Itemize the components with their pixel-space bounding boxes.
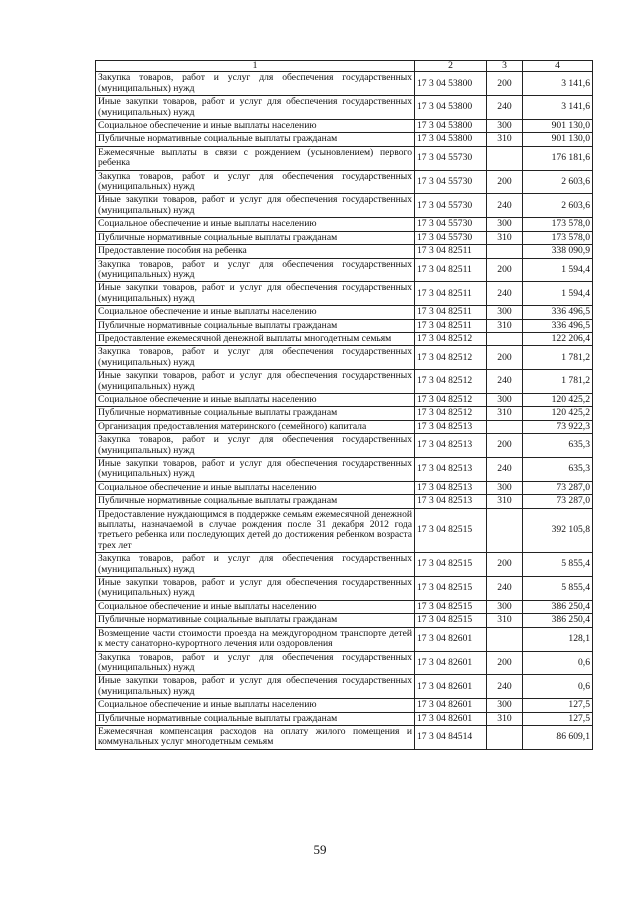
table-row: [96, 407, 593, 420]
table-row: [96, 218, 593, 231]
table-row: [96, 420, 593, 433]
row-amount-cell: 5 855,4: [523, 553, 593, 577]
row-code-cell: 17 3 04 82513: [415, 481, 487, 494]
table-row: [96, 282, 593, 306]
row-name-cell: Закупка товаров, работ и услуг для обеспечения государственных (муниципальных) нужд: [96, 553, 415, 577]
row-expense-type-cell: [487, 725, 523, 749]
table-row: [96, 699, 593, 712]
row-code-cell: 17 3 04 55730: [415, 170, 487, 194]
row-name-cell: Публичные нормативные социальные выплаты гражданам: [96, 319, 415, 332]
row-amount-cell: 5 855,4: [523, 577, 593, 601]
table-row: [96, 231, 593, 244]
table-row: [96, 508, 593, 553]
table-row: [96, 627, 593, 651]
table-row: [96, 319, 593, 332]
budget-page: [95, 60, 592, 750]
row-code-cell: 17 3 04 82601: [415, 712, 487, 725]
row-amount-cell: 1 781,2: [523, 346, 593, 370]
table-row: [96, 458, 593, 482]
row-expense-type-cell: 240: [487, 675, 523, 699]
row-name-cell: Социальное обеспечение и иные выплаты населению: [96, 393, 415, 406]
row-amount-cell: 1 594,4: [523, 258, 593, 282]
row-amount-cell: 2 603,6: [523, 194, 593, 218]
row-expense-type-cell: 200: [487, 553, 523, 577]
row-code-cell: 17 3 04 55730: [415, 231, 487, 244]
row-name-cell: Закупка товаров, работ и услуг для обеспечения государственных (муниципальных) нужд: [96, 170, 415, 194]
header-col-3: 3: [487, 61, 523, 72]
header-col-1: 1: [96, 61, 415, 72]
row-amount-cell: 0,6: [523, 675, 593, 699]
row-name-cell: Социальное обеспечение и иные выплаты населению: [96, 600, 415, 613]
row-name-cell: Предоставление пособия на ребенка: [96, 245, 415, 258]
row-code-cell: 17 3 04 82511: [415, 245, 487, 258]
row-name-cell: Закупка товаров, работ и услуг для обеспечения государственных (муниципальных) нужд: [96, 258, 415, 282]
row-name-cell: Возмещение части стоимости проезда на междугородном транспорте детей к месту санаторно-курортного лечения или оздоровления: [96, 627, 415, 651]
row-expense-type-cell: 240: [487, 96, 523, 120]
row-code-cell: 17 3 04 82515: [415, 577, 487, 601]
row-name-cell: Социальное обеспечение и иные выплаты населению: [96, 218, 415, 231]
header-row: [96, 61, 593, 72]
row-name-cell: Публичные нормативные социальные выплаты гражданам: [96, 712, 415, 725]
row-expense-type-cell: 200: [487, 258, 523, 282]
row-expense-type-cell: 310: [487, 407, 523, 420]
row-code-cell: 17 3 04 82515: [415, 508, 487, 553]
row-code-cell: 17 3 04 82512: [415, 332, 487, 345]
table-body: [96, 72, 593, 749]
row-name-cell: Публичные нормативные социальные выплаты гражданам: [96, 231, 415, 244]
row-code-cell: 17 3 04 82515: [415, 600, 487, 613]
row-amount-cell: 73 922,3: [523, 420, 593, 433]
table-row: [96, 434, 593, 458]
table-row: [96, 675, 593, 699]
row-amount-cell: 128,1: [523, 627, 593, 651]
table-row: [96, 306, 593, 319]
row-amount-cell: 2 603,6: [523, 170, 593, 194]
row-expense-type-cell: 240: [487, 577, 523, 601]
row-amount-cell: 901 130,0: [523, 120, 593, 133]
row-code-cell: 17 3 04 82512: [415, 346, 487, 370]
row-name-cell: Публичные нормативные социальные выплаты гражданам: [96, 495, 415, 508]
row-code-cell: 17 3 04 55730: [415, 194, 487, 218]
row-code-cell: 17 3 04 82511: [415, 319, 487, 332]
row-expense-type-cell: 310: [487, 614, 523, 627]
row-name-cell: Ежемесячные выплаты в связи с рождением (усыновлением) первого ребенка: [96, 146, 415, 170]
header-col-2: 2: [415, 61, 487, 72]
row-code-cell: 17 3 04 82513: [415, 458, 487, 482]
row-expense-type-cell: 240: [487, 458, 523, 482]
row-code-cell: 17 3 04 82601: [415, 699, 487, 712]
row-amount-cell: 127,5: [523, 712, 593, 725]
row-amount-cell: 120 425,2: [523, 407, 593, 420]
row-expense-type-cell: 300: [487, 218, 523, 231]
row-code-cell: 17 3 04 82511: [415, 306, 487, 319]
row-amount-cell: 127,5: [523, 699, 593, 712]
row-name-cell: Закупка товаров, работ и услуг для обеспечения государственных (муниципальных) нужд: [96, 346, 415, 370]
page-number: 59: [313, 842, 327, 857]
row-code-cell: 17 3 04 84514: [415, 725, 487, 749]
row-amount-cell: 3 141,6: [523, 96, 593, 120]
row-expense-type-cell: 200: [487, 170, 523, 194]
row-name-cell: Закупка товаров, работ и услуг для обеспечения государственных (муниципальных) нужд: [96, 72, 415, 96]
table-row: [96, 332, 593, 345]
row-expense-type-cell: 240: [487, 194, 523, 218]
row-code-cell: 17 3 04 53800: [415, 133, 487, 146]
row-code-cell: 17 3 04 82513: [415, 434, 487, 458]
table-row: [96, 194, 593, 218]
row-name-cell: Иные закупки товаров, работ и услуг для обеспечения государственных (муниципальных) нужд: [96, 458, 415, 482]
row-expense-type-cell: [487, 627, 523, 651]
table-row: [96, 96, 593, 120]
table-row: [96, 72, 593, 96]
row-code-cell: 17 3 04 55730: [415, 146, 487, 170]
row-name-cell: Иные закупки товаров, работ и услуг для обеспечения государственных (муниципальных) нужд: [96, 675, 415, 699]
row-amount-cell: 386 250,4: [523, 614, 593, 627]
row-expense-type-cell: 310: [487, 495, 523, 508]
row-name-cell: Организация предоставления материнского (семейного) капитала: [96, 420, 415, 433]
row-code-cell: 17 3 04 82515: [415, 553, 487, 577]
row-expense-type-cell: 300: [487, 699, 523, 712]
row-name-cell: Ежемесячная компенсация расходов на оплату жилого помещения и коммунальных услуг многодетным семьям: [96, 725, 415, 749]
row-expense-type-cell: [487, 146, 523, 170]
row-amount-cell: 173 578,0: [523, 231, 593, 244]
row-name-cell: Иные закупки товаров, работ и услуг для обеспечения государственных (муниципальных) нужд: [96, 96, 415, 120]
row-amount-cell: 73 287,0: [523, 481, 593, 494]
row-expense-type-cell: 240: [487, 370, 523, 394]
row-name-cell: Закупка товаров, работ и услуг для обеспечения государственных (муниципальных) нужд: [96, 434, 415, 458]
row-amount-cell: 0,6: [523, 651, 593, 675]
row-expense-type-cell: 300: [487, 393, 523, 406]
row-expense-type-cell: 300: [487, 306, 523, 319]
budget-table: [95, 60, 593, 750]
row-expense-type-cell: 310: [487, 319, 523, 332]
header-col-4: 4: [523, 61, 593, 72]
row-name-cell: Социальное обеспечение и иные выплаты населению: [96, 699, 415, 712]
row-expense-type-cell: 200: [487, 434, 523, 458]
row-code-cell: 17 3 04 82512: [415, 393, 487, 406]
row-amount-cell: 386 250,4: [523, 600, 593, 613]
table-row: [96, 393, 593, 406]
row-name-cell: Закупка товаров, работ и услуг для обеспечения государственных (муниципальных) нужд: [96, 651, 415, 675]
row-amount-cell: 176 181,6: [523, 146, 593, 170]
table-row: [96, 346, 593, 370]
row-amount-cell: 86 609,1: [523, 725, 593, 749]
row-expense-type-cell: [487, 332, 523, 345]
table-row: [96, 712, 593, 725]
table-row: [96, 481, 593, 494]
row-amount-cell: 336 496,5: [523, 306, 593, 319]
row-name-cell: Иные закупки товаров, работ и услуг для обеспечения государственных (муниципальных) нужд: [96, 194, 415, 218]
table-row: [96, 258, 593, 282]
row-code-cell: 17 3 04 82601: [415, 651, 487, 675]
row-expense-type-cell: 200: [487, 72, 523, 96]
row-code-cell: 17 3 04 82601: [415, 627, 487, 651]
row-amount-cell: 1 594,4: [523, 282, 593, 306]
row-code-cell: 17 3 04 82513: [415, 495, 487, 508]
row-amount-cell: 336 496,5: [523, 319, 593, 332]
table-row: [96, 133, 593, 146]
row-code-cell: 17 3 04 82513: [415, 420, 487, 433]
row-amount-cell: 635,3: [523, 434, 593, 458]
table-row: [96, 577, 593, 601]
row-expense-type-cell: 310: [487, 133, 523, 146]
row-code-cell: 17 3 04 82515: [415, 614, 487, 627]
row-name-cell: Иные закупки товаров, работ и услуг для обеспечения государственных (муниципальных) нужд: [96, 282, 415, 306]
row-code-cell: 17 3 04 55730: [415, 218, 487, 231]
row-name-cell: Публичные нормативные социальные выплаты гражданам: [96, 407, 415, 420]
row-code-cell: 17 3 04 82511: [415, 282, 487, 306]
row-name-cell: Социальное обеспечение и иные выплаты населению: [96, 306, 415, 319]
table-row: [96, 600, 593, 613]
table-row: [96, 553, 593, 577]
row-expense-type-cell: 300: [487, 120, 523, 133]
row-name-cell: Публичные нормативные социальные выплаты гражданам: [96, 614, 415, 627]
row-name-cell: Социальное обеспечение и иные выплаты населению: [96, 481, 415, 494]
table-row: [96, 495, 593, 508]
table-row: [96, 725, 593, 749]
row-code-cell: 17 3 04 82512: [415, 370, 487, 394]
row-amount-cell: 122 206,4: [523, 332, 593, 345]
row-expense-type-cell: [487, 245, 523, 258]
row-name-cell: Публичные нормативные социальные выплаты гражданам: [96, 133, 415, 146]
row-code-cell: 17 3 04 82512: [415, 407, 487, 420]
row-expense-type-cell: 310: [487, 712, 523, 725]
row-amount-cell: 901 130,0: [523, 133, 593, 146]
row-amount-cell: 338 090,9: [523, 245, 593, 258]
row-code-cell: 17 3 04 82601: [415, 675, 487, 699]
row-expense-type-cell: 200: [487, 651, 523, 675]
row-name-cell: Социальное обеспечение и иные выплаты населению: [96, 120, 415, 133]
row-name-cell: Предоставление ежемесячной денежной выплаты многодетным семьям: [96, 332, 415, 345]
table-row: [96, 245, 593, 258]
row-amount-cell: 1 781,2: [523, 370, 593, 394]
table-row: [96, 614, 593, 627]
table-row: [96, 651, 593, 675]
row-amount-cell: 3 141,6: [523, 72, 593, 96]
row-name-cell: Иные закупки товаров, работ и услуг для обеспечения государственных (муниципальных) нужд: [96, 370, 415, 394]
table-row: [96, 146, 593, 170]
row-code-cell: 17 3 04 53800: [415, 96, 487, 120]
row-name-cell: Предоставление нуждающимся в поддержке семьям ежемесячной денежной выплаты, назначаемой в случае рождения после 31 декабря 2012 года третьего ребенка или последующих детей до достижения ребенком возраста трех лет: [96, 508, 415, 553]
row-expense-type-cell: 300: [487, 481, 523, 494]
row-expense-type-cell: [487, 420, 523, 433]
row-expense-type-cell: 240: [487, 282, 523, 306]
row-expense-type-cell: 200: [487, 346, 523, 370]
row-amount-cell: 120 425,2: [523, 393, 593, 406]
row-amount-cell: 635,3: [523, 458, 593, 482]
row-code-cell: 17 3 04 82511: [415, 258, 487, 282]
row-code-cell: 17 3 04 53800: [415, 72, 487, 96]
row-expense-type-cell: 300: [487, 600, 523, 613]
row-amount-cell: 392 105,8: [523, 508, 593, 553]
table-row: [96, 120, 593, 133]
row-expense-type-cell: 310: [487, 231, 523, 244]
table-row: [96, 170, 593, 194]
row-expense-type-cell: [487, 508, 523, 553]
table-row: [96, 370, 593, 394]
row-name-cell: Иные закупки товаров, работ и услуг для обеспечения государственных (муниципальных) нужд: [96, 577, 415, 601]
row-amount-cell: 73 287,0: [523, 495, 593, 508]
row-code-cell: 17 3 04 53800: [415, 120, 487, 133]
row-amount-cell: 173 578,0: [523, 218, 593, 231]
